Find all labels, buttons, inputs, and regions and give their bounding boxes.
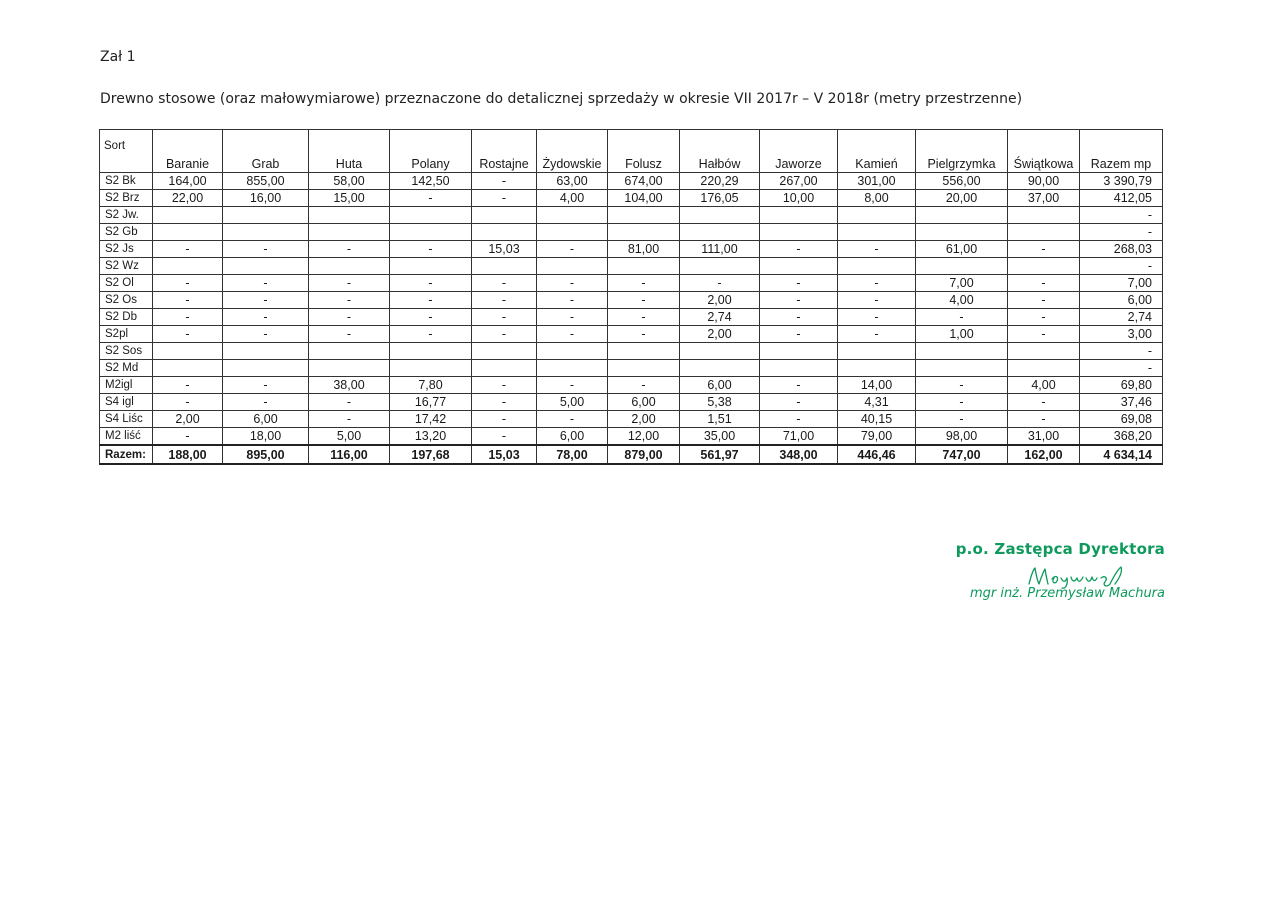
column-header: Rostajne — [472, 130, 537, 173]
table-cell: 4,31 — [838, 394, 916, 411]
row-total-cell: 268,03 — [1080, 241, 1163, 258]
table-cell — [472, 343, 537, 360]
table-cell: 14,00 — [838, 377, 916, 394]
table-row — [100, 275, 1163, 292]
table-cell — [309, 258, 390, 275]
row-label: S2 Js — [100, 241, 153, 258]
table-row — [100, 258, 1163, 275]
table-header — [100, 130, 1163, 173]
table-cell — [223, 343, 309, 360]
table-cell — [680, 360, 760, 377]
table-row — [100, 292, 1163, 309]
handwritten-signature — [956, 564, 1135, 588]
table-cell — [223, 224, 309, 241]
annex-label: Zał 1 — [100, 49, 136, 65]
table-cell — [153, 224, 223, 241]
table-cell: 15,03 — [472, 445, 537, 464]
table-cell: 78,00 — [537, 445, 608, 464]
table-cell — [608, 224, 680, 241]
table-cell: 7,00 — [916, 275, 1008, 292]
table-cell: - — [309, 411, 390, 428]
column-header: Hałbów — [680, 130, 760, 173]
table-cell — [153, 258, 223, 275]
table-cell — [760, 343, 838, 360]
row-total-cell: 6,00 — [1080, 292, 1163, 309]
table-cell: 301,00 — [838, 173, 916, 190]
table-cell: - — [153, 292, 223, 309]
table-cell: - — [223, 275, 309, 292]
table-cell: - — [608, 309, 680, 326]
table-cell — [223, 258, 309, 275]
row-label: S2 Brz — [100, 190, 153, 207]
column-header: Świątkowa — [1008, 130, 1080, 173]
table-cell: - — [760, 241, 838, 258]
table-cell — [1008, 360, 1080, 377]
table-cell: - — [472, 190, 537, 207]
table-cell — [838, 258, 916, 275]
table-cell — [472, 360, 537, 377]
table-cell — [1008, 207, 1080, 224]
table-cell: - — [472, 173, 537, 190]
table-cell: 855,00 — [223, 173, 309, 190]
table-cell: 7,80 — [390, 377, 472, 394]
table-cell: 18,00 — [223, 428, 309, 446]
table-cell: - — [223, 394, 309, 411]
table-cell: 2,00 — [680, 326, 760, 343]
table-cell: 15,03 — [472, 241, 537, 258]
totals-label: Razem: — [100, 445, 153, 464]
table-cell: - — [153, 326, 223, 343]
table-cell: 104,00 — [608, 190, 680, 207]
row-label: S2 Sos — [100, 343, 153, 360]
row-label: S2 Db — [100, 309, 153, 326]
table-cell: - — [472, 411, 537, 428]
table-cell: - — [153, 309, 223, 326]
table-cell: - — [760, 326, 838, 343]
table-row — [100, 411, 1163, 428]
table-cell — [838, 207, 916, 224]
table-cell: - — [608, 377, 680, 394]
column-header: Polany — [390, 130, 472, 173]
table-cell: - — [223, 309, 309, 326]
table-cell — [390, 258, 472, 275]
table-cell: 71,00 — [760, 428, 838, 446]
table-cell: 5,00 — [309, 428, 390, 446]
table-cell — [537, 343, 608, 360]
table-cell: 561,97 — [680, 445, 760, 464]
table-cell: - — [760, 292, 838, 309]
table-cell — [1008, 258, 1080, 275]
table-cell: - — [153, 275, 223, 292]
table-cell: - — [760, 275, 838, 292]
table-cell: - — [760, 411, 838, 428]
table-cell: 2,00 — [153, 411, 223, 428]
row-label: M2igl — [100, 377, 153, 394]
table-cell — [472, 258, 537, 275]
column-header: Grab — [223, 130, 309, 173]
table-cell: - — [608, 292, 680, 309]
table-cell — [680, 207, 760, 224]
table-cell: - — [390, 241, 472, 258]
table-cell — [390, 360, 472, 377]
table-cell: - — [1008, 309, 1080, 326]
row-total-cell: 3 390,79 — [1080, 173, 1163, 190]
table-cell: - — [838, 241, 916, 258]
table-cell: - — [838, 292, 916, 309]
table-cell: 164,00 — [153, 173, 223, 190]
table-cell: - — [390, 275, 472, 292]
row-label: S2 Bk — [100, 173, 153, 190]
table-cell: - — [472, 292, 537, 309]
row-total-cell: - — [1080, 360, 1163, 377]
table-cell — [760, 360, 838, 377]
table-cell: - — [153, 428, 223, 446]
table-cell: - — [916, 411, 1008, 428]
table-cell: 40,15 — [838, 411, 916, 428]
table-cell: - — [153, 377, 223, 394]
table-cell: 35,00 — [680, 428, 760, 446]
row-label: S4 Liśc — [100, 411, 153, 428]
table-cell — [153, 207, 223, 224]
table-cell: - — [390, 190, 472, 207]
table-cell — [309, 360, 390, 377]
table-cell — [153, 360, 223, 377]
table-cell — [472, 207, 537, 224]
table-cell: - — [309, 309, 390, 326]
table-cell: - — [537, 309, 608, 326]
table-cell — [680, 224, 760, 241]
table-cell: 22,00 — [153, 190, 223, 207]
table-cell: 446,46 — [838, 445, 916, 464]
table-row — [100, 207, 1163, 224]
table-cell: - — [680, 275, 760, 292]
table-cell: - — [760, 394, 838, 411]
table-cell: 98,00 — [916, 428, 1008, 446]
table-row — [100, 173, 1163, 190]
table-cell: - — [1008, 411, 1080, 428]
table-cell: - — [537, 292, 608, 309]
table-cell — [838, 343, 916, 360]
table-cell — [537, 207, 608, 224]
row-total-cell: - — [1080, 258, 1163, 275]
row-label: M2 liść — [100, 428, 153, 446]
table-cell: - — [1008, 241, 1080, 258]
table-cell: 674,00 — [608, 173, 680, 190]
signature-block — [956, 540, 1165, 601]
firewood-table-container — [99, 129, 1163, 465]
table-row — [100, 309, 1163, 326]
table-cell: 81,00 — [608, 241, 680, 258]
table-cell — [309, 207, 390, 224]
table-cell — [760, 258, 838, 275]
table-cell: - — [916, 377, 1008, 394]
table-cell — [390, 224, 472, 241]
table-body — [100, 173, 1163, 465]
table-cell: - — [472, 394, 537, 411]
table-cell: 4,00 — [916, 292, 1008, 309]
table-cell: 879,00 — [608, 445, 680, 464]
table-cell: - — [608, 275, 680, 292]
row-label: S2 Wz — [100, 258, 153, 275]
table-cell: - — [390, 292, 472, 309]
table-cell: - — [472, 275, 537, 292]
row-label: S2 Jw. — [100, 207, 153, 224]
table-cell: 5,38 — [680, 394, 760, 411]
table-cell: - — [223, 326, 309, 343]
table-cell — [309, 224, 390, 241]
table-cell: - — [472, 428, 537, 446]
firewood-table — [99, 129, 1163, 465]
row-total-cell: 37,46 — [1080, 394, 1163, 411]
table-cell — [1008, 224, 1080, 241]
table-cell: 6,00 — [537, 428, 608, 446]
table-cell: 6,00 — [680, 377, 760, 394]
table-cell: 8,00 — [838, 190, 916, 207]
table-cell — [916, 258, 1008, 275]
table-cell: 162,00 — [1008, 445, 1080, 464]
table-cell: - — [223, 377, 309, 394]
row-label: S2 Md — [100, 360, 153, 377]
table-cell — [472, 224, 537, 241]
table-cell: - — [223, 292, 309, 309]
table-cell: - — [838, 275, 916, 292]
table-cell: 16,00 — [223, 190, 309, 207]
table-row — [100, 428, 1163, 446]
table-cell: 116,00 — [309, 445, 390, 464]
table-cell: 2,74 — [680, 309, 760, 326]
table-cell: 747,00 — [916, 445, 1008, 464]
table-cell — [838, 224, 916, 241]
table-cell: - — [153, 241, 223, 258]
table-cell: 10,00 — [760, 190, 838, 207]
table-cell: 15,00 — [309, 190, 390, 207]
table-cell: 4,00 — [1008, 377, 1080, 394]
table-cell: - — [537, 377, 608, 394]
table-cell: 895,00 — [223, 445, 309, 464]
table-cell: - — [1008, 275, 1080, 292]
table-cell — [608, 258, 680, 275]
table-cell: - — [309, 394, 390, 411]
row-total-cell: 412,05 — [1080, 190, 1163, 207]
table-cell: 79,00 — [838, 428, 916, 446]
table-cell — [390, 343, 472, 360]
table-cell — [153, 343, 223, 360]
table-cell — [916, 360, 1008, 377]
column-header: Jaworze — [760, 130, 838, 173]
table-cell: 111,00 — [680, 241, 760, 258]
table-cell: 17,42 — [390, 411, 472, 428]
table-cell: - — [1008, 394, 1080, 411]
table-cell: 58,00 — [309, 173, 390, 190]
table-cell: - — [916, 309, 1008, 326]
table-cell: 2,00 — [680, 292, 760, 309]
table-cell: - — [390, 309, 472, 326]
row-total-cell: - — [1080, 207, 1163, 224]
column-header: Folusz — [608, 130, 680, 173]
row-total-cell: 69,08 — [1080, 411, 1163, 428]
totals-row — [100, 445, 1163, 464]
row-total-cell: - — [1080, 343, 1163, 360]
table-cell: - — [309, 326, 390, 343]
row-total-cell: 4 634,14 — [1080, 445, 1163, 464]
table-cell: 6,00 — [608, 394, 680, 411]
table-row — [100, 224, 1163, 241]
table-cell: 38,00 — [309, 377, 390, 394]
table-cell: 63,00 — [537, 173, 608, 190]
table-cell — [537, 360, 608, 377]
table-cell: - — [390, 326, 472, 343]
table-cell — [680, 258, 760, 275]
table-cell — [390, 207, 472, 224]
table-cell — [608, 343, 680, 360]
table-cell — [838, 360, 916, 377]
table-cell: 348,00 — [760, 445, 838, 464]
row-label: S2pl — [100, 326, 153, 343]
column-header: Razem mp — [1080, 130, 1163, 173]
table-cell — [760, 224, 838, 241]
table-cell: 1,51 — [680, 411, 760, 428]
row-total-cell: 368,20 — [1080, 428, 1163, 446]
table-row — [100, 360, 1163, 377]
column-header: Pielgrzymka — [916, 130, 1008, 173]
row-label: S4 igl — [100, 394, 153, 411]
table-cell: - — [760, 377, 838, 394]
table-cell: 188,00 — [153, 445, 223, 464]
table-cell: 176,05 — [680, 190, 760, 207]
row-total-cell: - — [1080, 224, 1163, 241]
table-cell: - — [1008, 292, 1080, 309]
sort-column-header: Sort — [100, 130, 153, 173]
table-cell: 31,00 — [1008, 428, 1080, 446]
table-cell: - — [760, 309, 838, 326]
table-cell — [223, 360, 309, 377]
table-cell: - — [537, 411, 608, 428]
table-cell: 4,00 — [537, 190, 608, 207]
table-cell: 37,00 — [1008, 190, 1080, 207]
row-total-cell: 69,80 — [1080, 377, 1163, 394]
table-cell: 2,00 — [608, 411, 680, 428]
table-cell: 197,68 — [390, 445, 472, 464]
table-cell: - — [1008, 326, 1080, 343]
table-cell: - — [537, 326, 608, 343]
table-row — [100, 326, 1163, 343]
table-cell: 142,50 — [390, 173, 472, 190]
table-cell — [1008, 343, 1080, 360]
table-cell: 6,00 — [223, 411, 309, 428]
table-cell: - — [537, 241, 608, 258]
header-row — [100, 130, 1163, 173]
table-cell: - — [838, 326, 916, 343]
table-cell: - — [472, 326, 537, 343]
table-cell: - — [472, 377, 537, 394]
table-cell: - — [472, 309, 537, 326]
document-title: Drewno stosowe (oraz małowymiarowe) przeznaczone do detalicznej sprzedaży w okresie VII 2017r – V 2018r (metry przestrzenne) — [100, 91, 1023, 107]
table-cell: 13,20 — [390, 428, 472, 446]
table-cell — [309, 343, 390, 360]
column-header: Baranie — [153, 130, 223, 173]
table-cell: 20,00 — [916, 190, 1008, 207]
table-cell: - — [916, 394, 1008, 411]
row-label: S2 Ol — [100, 275, 153, 292]
table-cell: 267,00 — [760, 173, 838, 190]
table-cell — [608, 207, 680, 224]
row-label: S2 Gb — [100, 224, 153, 241]
table-cell: 556,00 — [916, 173, 1008, 190]
table-row — [100, 394, 1163, 411]
table-cell: - — [223, 241, 309, 258]
row-total-cell: 7,00 — [1080, 275, 1163, 292]
signatory-name: mgr inż. Przemysław Machura — [969, 586, 1165, 601]
table-cell: 12,00 — [608, 428, 680, 446]
row-total-cell: 3,00 — [1080, 326, 1163, 343]
table-cell: - — [309, 241, 390, 258]
table-cell — [760, 207, 838, 224]
table-cell: 5,00 — [537, 394, 608, 411]
table-cell — [223, 207, 309, 224]
table-row — [100, 241, 1163, 258]
table-cell: 61,00 — [916, 241, 1008, 258]
table-cell — [608, 360, 680, 377]
table-cell — [916, 224, 1008, 241]
table-cell: 90,00 — [1008, 173, 1080, 190]
table-cell — [537, 224, 608, 241]
table-cell: - — [309, 292, 390, 309]
column-header: Huta — [309, 130, 390, 173]
column-header: Kamień — [838, 130, 916, 173]
table-cell — [680, 343, 760, 360]
row-total-cell: 2,74 — [1080, 309, 1163, 326]
table-row — [100, 190, 1163, 207]
row-label: S2 Os — [100, 292, 153, 309]
column-header: Żydowskie — [537, 130, 608, 173]
table-cell — [916, 207, 1008, 224]
table-cell: 16,77 — [390, 394, 472, 411]
table-cell: - — [608, 326, 680, 343]
table-row — [100, 377, 1163, 394]
table-row — [100, 343, 1163, 360]
table-cell: - — [537, 275, 608, 292]
table-cell — [537, 258, 608, 275]
table-cell: - — [153, 394, 223, 411]
table-cell: 1,00 — [916, 326, 1008, 343]
table-cell: 220,29 — [680, 173, 760, 190]
signature-role: p.o. Zastępca Dyrektora — [955, 540, 1165, 558]
table-cell: - — [838, 309, 916, 326]
table-cell — [916, 343, 1008, 360]
table-cell: - — [309, 275, 390, 292]
